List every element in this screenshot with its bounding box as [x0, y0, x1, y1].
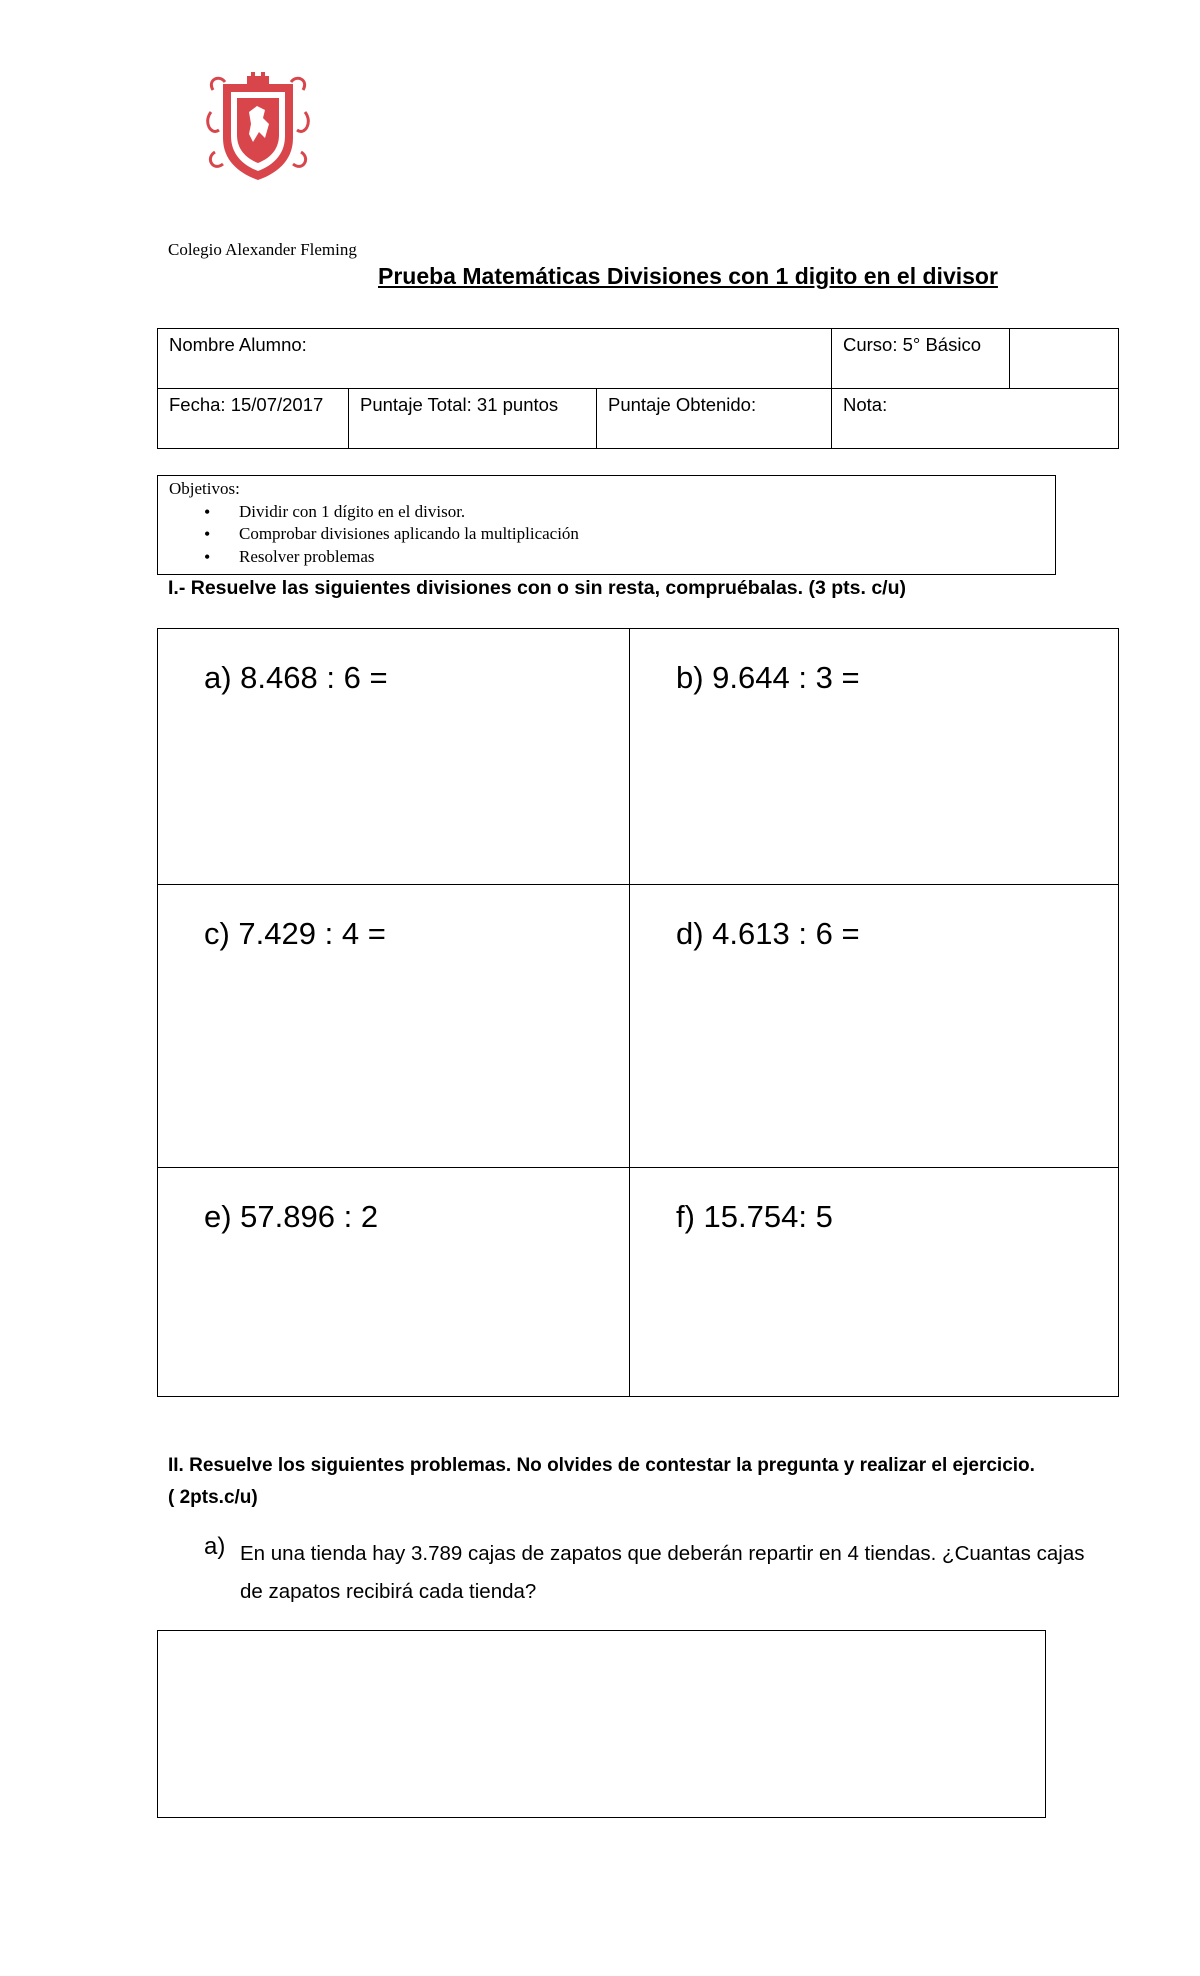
date-cell: Fecha: 15/07/2017 — [158, 389, 349, 449]
school-name: Colegio Alexander Fleming — [168, 240, 357, 259]
table-row — [158, 329, 1119, 389]
student-name-field[interactable]: Nombre Alumno: — [158, 329, 832, 389]
objectives-list — [169, 501, 1044, 569]
exercises-grid — [157, 628, 1119, 1397]
section-2-instruction — [168, 1450, 1035, 1514]
exercise-label-f: f) 15.754: 5 — [676, 1199, 833, 1234]
objectives-heading: Objetivos: — [169, 479, 240, 498]
exercise-label-b: b) 9.644 : 3 = — [676, 660, 860, 695]
table-row — [158, 629, 1119, 885]
exercise-cell-d[interactable] — [630, 885, 1119, 1168]
table-row — [158, 389, 1119, 449]
section-2-line-2: ( 2pts.c/u) — [168, 1487, 258, 1508]
school-crest-logo — [205, 72, 311, 184]
list-item: • Resolver problemas — [169, 546, 1044, 569]
list-item: • Dividir con 1 dígito en el divisor. — [169, 501, 1044, 524]
table-row — [158, 885, 1119, 1168]
list-item: • Comprobar divisiones aplicando la multiplicación — [169, 523, 1044, 546]
exercise-cell-e[interactable] — [158, 1168, 630, 1397]
course-extra-field[interactable] — [1010, 329, 1119, 389]
section-2-line-1: II. Resuelve los siguientes problemas. No olvides de contestar la pregunta y realizar el ejercicio. — [168, 1455, 1035, 1476]
crest-icon — [205, 72, 311, 184]
problem-text: En una tienda hay 3.789 cajas de zapatos que deberán repartir en 4 tiendas. ¿Cuantas cajas de zapatos recibirá cada tienda? — [240, 1542, 1085, 1603]
grade-field[interactable]: Nota: — [832, 389, 1119, 449]
exercise-label-d: d) 4.613 : 6 = — [676, 916, 860, 951]
total-score-cell: Puntaje Total: 31 puntos — [349, 389, 597, 449]
exercise-cell-c[interactable] — [158, 885, 630, 1168]
exercise-cell-f[interactable] — [630, 1168, 1119, 1397]
page-title: Prueba Matemáticas Divisiones con 1 digito en el divisor — [378, 263, 998, 289]
student-info-table — [157, 328, 1119, 449]
table-row — [158, 1168, 1119, 1397]
exercise-cell-b[interactable] — [630, 629, 1119, 885]
answer-box[interactable] — [157, 1630, 1046, 1818]
exercise-label-c: c) 7.429 : 4 = — [204, 916, 386, 951]
objectives-box — [157, 475, 1056, 575]
exercise-label-e: e) 57.896 : 2 — [204, 1199, 379, 1234]
exercise-label-a: a) 8.468 : 6 = — [204, 660, 388, 695]
obtained-score-field[interactable]: Puntaje Obtenido: — [597, 389, 832, 449]
course-cell: Curso: 5° Básico — [832, 329, 1010, 389]
section-1-instruction: I.- Resuelve las siguientes divisiones con o sin resta, compruébalas. (3 pts. c/u) — [168, 577, 906, 599]
exercise-cell-a[interactable] — [158, 629, 630, 885]
problem-letter: a) — [204, 1533, 226, 1560]
